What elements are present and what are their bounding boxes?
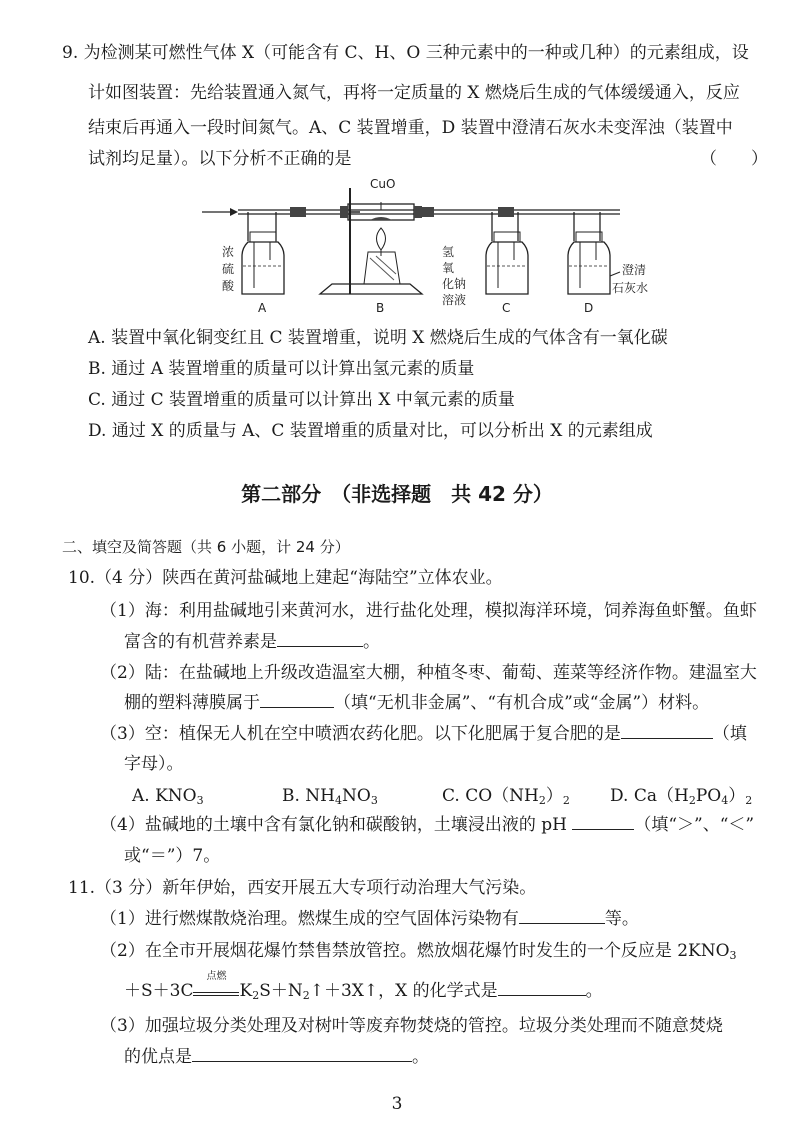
eq-condition: 点燃 (206, 971, 227, 982)
q10-p1-end: 。 (363, 632, 380, 652)
q10-p4-blank[interactable] (572, 814, 634, 830)
q11-p1-end: 等。 (604, 909, 639, 929)
opt-b-text: B. NH (282, 786, 336, 806)
q9-option-a: A. 装置中氧化铜变红且 C 装置增重，说明 X 燃烧后生成的气体含有一氧化碳 (88, 328, 668, 348)
eq-r2: S＋N (259, 981, 303, 1001)
q10-p4-line1 (100, 814, 754, 836)
label-c-reagent-4: 溶液 (442, 293, 467, 307)
label-c-reagent-2: 氧 (442, 261, 455, 275)
opt-d-sub2: 4 (721, 794, 729, 807)
q11-p1 (100, 908, 639, 930)
q10-p3-option-a (132, 785, 204, 812)
label-d-reagent-2: 石灰水 (612, 281, 649, 295)
q11-p2-text: （2）在全市开展烟花爆竹禁售禁放管控。燃放烟花爆竹时发生的一个反应是 2KNO (100, 941, 730, 961)
q11-p1-blank[interactable] (519, 908, 605, 924)
opt-b-mid: NO (342, 786, 371, 806)
q10-p3-blank[interactable] (621, 723, 713, 739)
q9-option-c: C. 通过 C 装置增重的质量可以计算出 X 中氧元素的质量 (88, 390, 515, 410)
label-b: B (376, 301, 385, 315)
q10-p1-line1: （1）海：利用盐碱地引来黄河水，进行盐化处理，模拟海洋环境，饲养海鱼虾蟹。鱼虾 (100, 601, 757, 621)
eq-double-line (193, 992, 239, 996)
q11-stem: 11.（3 分）新年伊始，西安开展五大专项行动治理大气污染。 (68, 878, 537, 898)
q10-p3-end: （填 (712, 724, 747, 744)
q10-p2-text: 棚的塑料薄膜属于 (124, 693, 260, 713)
label-c-reagent-3: 化钠 (442, 277, 467, 291)
q11-p2-line1 (100, 940, 737, 967)
bottle-c (486, 232, 528, 294)
opt-c-sub1: 2 (538, 794, 546, 807)
q10-p4-end: （填“＞”、“＜” (634, 815, 755, 835)
label-a-reagent-2: 硫 (222, 262, 235, 276)
q10-p2-blank[interactable] (260, 692, 334, 708)
q9-option-b: B. 通过 A 装置增重的质量可以计算出氢元素的质量 (88, 359, 475, 379)
q9-stem-line3: 结束后再通入一段时间氮气。A、C 装置增重，D 装置中澄清石灰水未变浑浊（装置中 (88, 118, 733, 138)
q10-p3-text: （3）空：植保无人机在空中喷洒农药化肥。以下化肥属于复合肥的是 (100, 724, 621, 744)
q10-stem: 10.（4 分）陕西在黄河盐碱地上建起“海陆空”立体农业。 (68, 568, 503, 588)
apparatus-diagram (200, 176, 670, 318)
q10-p3-line2: 字母）。 (124, 754, 184, 774)
q10-p1-blank[interactable] (277, 631, 363, 647)
q10-p3-option-c (442, 785, 570, 812)
label-d-reagent-1: 澄清 (622, 263, 647, 277)
eq-r1-sub: 2 (252, 989, 260, 1002)
eq-r2-sub: 2 (302, 989, 310, 1002)
q9-answer-paren: （ ） (700, 149, 768, 169)
label-c: C (502, 301, 511, 315)
q10-p3-line1 (100, 723, 747, 745)
page-number: 3 (391, 1094, 403, 1114)
label-a-reagent-3: 酸 (222, 279, 235, 293)
q11-p3-end: 。 (412, 1047, 429, 1067)
bottle-a (242, 232, 284, 294)
combustion-tube-b (320, 188, 422, 294)
label-a: A (258, 301, 267, 315)
opt-d-sub1: 2 (688, 794, 696, 807)
opt-d-close: ） (728, 786, 746, 806)
q11-equation (124, 971, 603, 1007)
opt-d-mid: PO (695, 786, 722, 806)
label-c-reagent-1: 氢 (442, 245, 455, 259)
q11-p3-blank[interactable] (192, 1046, 412, 1062)
opt-a-sub: 3 (196, 794, 204, 807)
opt-d-sub3: 2 (745, 794, 753, 807)
q10-p3-option-d (610, 785, 752, 812)
q11-p1-text: （1）进行燃煤散烧治理。燃煤生成的空气固体污染物有 (100, 909, 519, 929)
opt-c-sub2: 2 (562, 794, 570, 807)
q9-stem-line1: 9. 为检测某可燃性气体 X（可能含有 C、H、O 三种元素中的一种或几种）的元素组成，设 (62, 43, 749, 63)
section2-header: 二、填空及简答题（共 6 小题，计 24 分） (62, 538, 350, 556)
eq-r3: ↑＋3X↑，X 的化学式是 (309, 981, 498, 1001)
eq-left: ＋S＋3C (124, 981, 194, 1001)
q9-stem-line4: 试剂均足量）。以下分析不正确的是 (88, 149, 352, 169)
q11-p3-line2 (124, 1046, 429, 1068)
q10-p2-line1: （2）陆：在盐碱地上升级改造温室大棚，种植冬枣、葡萄、莲菜等经济作物。建温室大 (100, 663, 757, 683)
q10-p1-line2 (124, 631, 380, 653)
part2-title: 第二部分 （非选择题 共 42 分） (241, 482, 553, 506)
opt-b-sub2: 3 (370, 794, 378, 807)
eq-arrow (193, 971, 239, 996)
label-cuo: CuO (370, 177, 396, 191)
q10-p4-line2: 或“＝”）7。 (124, 846, 221, 866)
opt-b-sub1: 4 (335, 794, 343, 807)
eq-r1: K (239, 981, 253, 1001)
q9-option-d: D. 通过 X 的质量与 A、C 装置增重的质量对比，可以分析出 X 的元素组成 (88, 421, 653, 441)
q10-p3-option-b (282, 785, 378, 812)
opt-d-text: D. Ca（H (610, 786, 689, 806)
q11-p3-line1: （3）加强垃圾分类处理及对树叶等废弃物焚烧的管控。垃圾分类处理而不随意焚烧 (100, 1016, 723, 1036)
q11-p2-sub: 3 (729, 949, 737, 962)
q10-p2-end: （填“无机非金属”、“有机合成”或“金属”）材料。 (334, 693, 710, 713)
opt-c-text: C. CO（NH (442, 786, 539, 806)
q11-p3-text: 的优点是 (124, 1047, 192, 1067)
q10-p2-line2 (124, 692, 709, 714)
q11-p2-blank[interactable] (498, 980, 586, 996)
opt-c-close: ） (545, 786, 563, 806)
q10-p4-text: （4）盐碱地的土壤中含有氯化钠和碳酸钠，土壤浸出液的 pH (100, 815, 567, 835)
q10-p1-text: 富含的有机营养素是 (124, 632, 277, 652)
label-a-reagent-1: 浓 (222, 245, 235, 259)
q9-stem-line2: 计如图装置：先给装置通入氮气，再将一定质量的 X 燃烧后生成的气体缓缓通入，反应 (88, 83, 740, 103)
eq-end: 。 (585, 981, 603, 1001)
label-d: D (584, 301, 594, 315)
opt-a-text: A. KNO (132, 786, 197, 806)
